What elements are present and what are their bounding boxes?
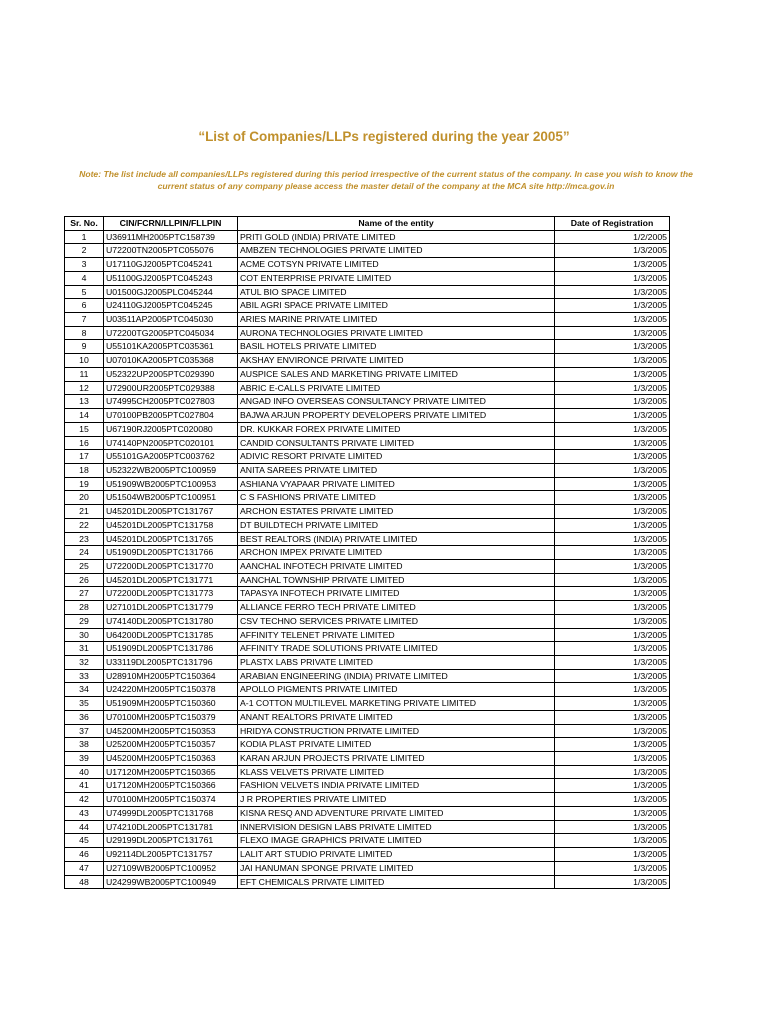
cell-registration-date: 1/3/2005	[555, 793, 670, 807]
cell-registration-date: 1/3/2005	[555, 834, 670, 848]
table-row	[65, 806, 670, 820]
cell-entity-name: ADIVIC RESORT PRIVATE LIMITED	[238, 450, 555, 464]
table-row	[65, 724, 670, 738]
cell-sr-no: 36	[65, 710, 104, 724]
cell-registration-date: 1/3/2005	[555, 738, 670, 752]
table-row	[65, 861, 670, 875]
cell-entity-name: BAJWA ARJUN PROPERTY DEVELOPERS PRIVATE LIMITED	[238, 409, 555, 423]
cell-cin: U36911MH2005PTC158739	[104, 230, 238, 244]
cell-cin: U55101GA2005PTC003762	[104, 450, 238, 464]
table-row	[65, 258, 670, 272]
table-row	[65, 656, 670, 670]
cell-entity-name: HRIDYA CONSTRUCTION PRIVATE LIMITED	[238, 724, 555, 738]
cell-registration-date: 1/3/2005	[555, 587, 670, 601]
table-row	[65, 271, 670, 285]
cell-sr-no: 35	[65, 697, 104, 711]
cell-sr-no: 31	[65, 642, 104, 656]
cell-entity-name: KODIA PLAST PRIVATE LIMITED	[238, 738, 555, 752]
table-row	[65, 463, 670, 477]
cell-registration-date: 1/3/2005	[555, 381, 670, 395]
cell-registration-date: 1/3/2005	[555, 395, 670, 409]
cell-registration-date: 1/3/2005	[555, 642, 670, 656]
cell-sr-no: 14	[65, 409, 104, 423]
cell-cin: U24110GJ2005PTC045245	[104, 299, 238, 313]
cell-sr-no: 16	[65, 436, 104, 450]
cell-cin: U24299WB2005PTC100949	[104, 875, 238, 889]
cell-registration-date: 1/3/2005	[555, 271, 670, 285]
cell-sr-no: 39	[65, 752, 104, 766]
cell-sr-no: 34	[65, 683, 104, 697]
cell-entity-name: BASIL HOTELS PRIVATE LIMITED	[238, 340, 555, 354]
cell-cin: U33119DL2005PTC131796	[104, 656, 238, 670]
cell-registration-date: 1/3/2005	[555, 559, 670, 573]
cell-sr-no: 47	[65, 861, 104, 875]
cell-entity-name: BEST REALTORS (INDIA) PRIVATE LIMITED	[238, 532, 555, 546]
header-sr-no: Sr. No.	[65, 217, 104, 231]
cell-sr-no: 23	[65, 532, 104, 546]
cell-sr-no: 40	[65, 765, 104, 779]
cell-entity-name: PRITI GOLD (INDIA) PRIVATE LIMITED	[238, 230, 555, 244]
cell-cin: U51909DL2005PTC131766	[104, 546, 238, 560]
cell-sr-no: 43	[65, 806, 104, 820]
cell-registration-date: 1/3/2005	[555, 450, 670, 464]
cell-cin: U17110GJ2005PTC045241	[104, 258, 238, 272]
cell-registration-date: 1/3/2005	[555, 614, 670, 628]
cell-registration-date: 1/3/2005	[555, 683, 670, 697]
cell-cin: U72200DL2005PTC131773	[104, 587, 238, 601]
cell-cin: U74210DL2005PTC131781	[104, 820, 238, 834]
cell-cin: U28910MH2005PTC150364	[104, 669, 238, 683]
cell-sr-no: 27	[65, 587, 104, 601]
cell-cin: U52322WB2005PTC100959	[104, 463, 238, 477]
cell-registration-date: 1/3/2005	[555, 573, 670, 587]
table-row	[65, 875, 670, 889]
header-cin: CIN/FCRN/LLPIN/FLLPIN	[104, 217, 238, 231]
cell-registration-date: 1/3/2005	[555, 724, 670, 738]
table-row	[65, 559, 670, 573]
cell-entity-name: ABIL AGRI SPACE PRIVATE LIMITED	[238, 299, 555, 313]
cell-registration-date: 1/3/2005	[555, 861, 670, 875]
cell-sr-no: 37	[65, 724, 104, 738]
table-row	[65, 614, 670, 628]
cell-cin: U52322UP2005PTC029390	[104, 367, 238, 381]
cell-entity-name: AANCHAL INFOTECH PRIVATE LIMITED	[238, 559, 555, 573]
table-row	[65, 354, 670, 368]
cell-entity-name: ARCHON IMPEX PRIVATE LIMITED	[238, 546, 555, 560]
table-row	[65, 409, 670, 423]
cell-cin: U51909MH2005PTC150360	[104, 697, 238, 711]
cell-registration-date: 1/3/2005	[555, 340, 670, 354]
cell-registration-date: 1/3/2005	[555, 422, 670, 436]
table-row	[65, 450, 670, 464]
cell-entity-name: ARABIAN ENGINEERING (INDIA) PRIVATE LIMITED	[238, 669, 555, 683]
cell-entity-name: ALLIANCE FERRO TECH PRIVATE LIMITED	[238, 601, 555, 615]
cell-sr-no: 44	[65, 820, 104, 834]
cell-cin: U92114DL2005PTC131757	[104, 848, 238, 862]
cell-registration-date: 1/3/2005	[555, 505, 670, 519]
table-row	[65, 491, 670, 505]
cell-entity-name: AURONA TECHNOLOGIES PRIVATE LIMITED	[238, 326, 555, 340]
cell-sr-no: 48	[65, 875, 104, 889]
cell-cin: U74140PN2005PTC020101	[104, 436, 238, 450]
cell-entity-name: CSV TECHNO SERVICES PRIVATE LIMITED	[238, 614, 555, 628]
cell-cin: U01500GJ2005PLC045244	[104, 285, 238, 299]
table-row	[65, 326, 670, 340]
table-row	[65, 628, 670, 642]
cell-cin: U25200MH2005PTC150357	[104, 738, 238, 752]
cell-sr-no: 5	[65, 285, 104, 299]
cell-entity-name: AFFINITY TELENET PRIVATE LIMITED	[238, 628, 555, 642]
table-row	[65, 683, 670, 697]
cell-cin: U45201DL2005PTC131767	[104, 505, 238, 519]
table-row	[65, 752, 670, 766]
cell-sr-no: 46	[65, 848, 104, 862]
table-header-row	[65, 217, 670, 231]
table-row	[65, 477, 670, 491]
cell-cin: U72200DL2005PTC131770	[104, 559, 238, 573]
cell-registration-date: 1/3/2005	[555, 710, 670, 724]
cell-cin: U27109WB2005PTC100952	[104, 861, 238, 875]
table-row	[65, 230, 670, 244]
table-row	[65, 340, 670, 354]
cell-cin: U74999DL2005PTC131768	[104, 806, 238, 820]
cell-sr-no: 17	[65, 450, 104, 464]
table-row	[65, 299, 670, 313]
cell-sr-no: 1	[65, 230, 104, 244]
table-row	[65, 546, 670, 560]
cell-sr-no: 15	[65, 422, 104, 436]
cell-entity-name: AKSHAY ENVIRONCE PRIVATE LIMITED	[238, 354, 555, 368]
cell-registration-date: 1/3/2005	[555, 285, 670, 299]
cell-cin: U45200MH2005PTC150353	[104, 724, 238, 738]
cell-entity-name: ANANT REALTORS PRIVATE LIMITED	[238, 710, 555, 724]
table-row	[65, 532, 670, 546]
table-row	[65, 820, 670, 834]
cell-sr-no: 20	[65, 491, 104, 505]
cell-registration-date: 1/3/2005	[555, 848, 670, 862]
table-row	[65, 285, 670, 299]
cell-cin: U74995CH2005PTC027803	[104, 395, 238, 409]
table-row	[65, 436, 670, 450]
table-row	[65, 381, 670, 395]
table-row	[65, 848, 670, 862]
table-row	[65, 697, 670, 711]
cell-cin: U51504WB2005PTC100951	[104, 491, 238, 505]
cell-sr-no: 18	[65, 463, 104, 477]
cell-cin: U51909DL2005PTC131786	[104, 642, 238, 656]
cell-sr-no: 21	[65, 505, 104, 519]
cell-sr-no: 8	[65, 326, 104, 340]
cell-entity-name: J R PROPERTIES PRIVATE LIMITED	[238, 793, 555, 807]
cell-entity-name: APOLLO PIGMENTS PRIVATE LIMITED	[238, 683, 555, 697]
cell-registration-date: 1/3/2005	[555, 669, 670, 683]
cell-registration-date: 1/3/2005	[555, 436, 670, 450]
cell-sr-no: 30	[65, 628, 104, 642]
cell-sr-no: 4	[65, 271, 104, 285]
cell-registration-date: 1/3/2005	[555, 518, 670, 532]
cell-registration-date: 1/3/2005	[555, 806, 670, 820]
cell-sr-no: 2	[65, 244, 104, 258]
cell-sr-no: 10	[65, 354, 104, 368]
cell-registration-date: 1/3/2005	[555, 656, 670, 670]
cell-sr-no: 29	[65, 614, 104, 628]
table-row	[65, 573, 670, 587]
cell-registration-date: 1/3/2005	[555, 367, 670, 381]
cell-entity-name: ASHIANA VYAPAAR PRIVATE LIMITED	[238, 477, 555, 491]
cell-registration-date: 1/3/2005	[555, 820, 670, 834]
cell-entity-name: AMBZEN TECHNOLOGIES PRIVATE LIMITED	[238, 244, 555, 258]
cell-registration-date: 1/3/2005	[555, 313, 670, 327]
table-row	[65, 367, 670, 381]
cell-sr-no: 38	[65, 738, 104, 752]
cell-registration-date: 1/3/2005	[555, 532, 670, 546]
cell-sr-no: 42	[65, 793, 104, 807]
cell-registration-date: 1/3/2005	[555, 765, 670, 779]
cell-cin: U29199DL2005PTC131761	[104, 834, 238, 848]
cell-entity-name: ANITA SAREES PRIVATE LIMITED	[238, 463, 555, 477]
cell-entity-name: FASHION VELVETS INDIA PRIVATE LIMITED	[238, 779, 555, 793]
table-row	[65, 587, 670, 601]
cell-sr-no: 7	[65, 313, 104, 327]
cell-cin: U07010KA2005PTC035368	[104, 354, 238, 368]
cell-cin: U51100GJ2005PTC045243	[104, 271, 238, 285]
cell-sr-no: 33	[65, 669, 104, 683]
cell-entity-name: AANCHAL TOWNSHIP PRIVATE LIMITED	[238, 573, 555, 587]
cell-cin: U45201DL2005PTC131771	[104, 573, 238, 587]
cell-cin: U17120MH2005PTC150365	[104, 765, 238, 779]
page-title: “List of Companies/LLPs registered during the year 2005”	[198, 129, 570, 144]
cell-cin: U27101DL2005PTC131779	[104, 601, 238, 615]
cell-sr-no: 45	[65, 834, 104, 848]
cell-cin: U72200TG2005PTC045034	[104, 326, 238, 340]
cell-entity-name: ARCHON ESTATES PRIVATE LIMITED	[238, 505, 555, 519]
cell-cin: U72900UR2005PTC029388	[104, 381, 238, 395]
cell-registration-date: 1/3/2005	[555, 628, 670, 642]
cell-registration-date: 1/3/2005	[555, 546, 670, 560]
cell-sr-no: 32	[65, 656, 104, 670]
cell-sr-no: 22	[65, 518, 104, 532]
cell-entity-name: ARIES MARINE PRIVATE LIMITED	[238, 313, 555, 327]
cell-entity-name: DR. KUKKAR FOREX PRIVATE LIMITED	[238, 422, 555, 436]
cell-registration-date: 1/3/2005	[555, 697, 670, 711]
cell-registration-date: 1/3/2005	[555, 354, 670, 368]
cell-registration-date: 1/2/2005	[555, 230, 670, 244]
cell-sr-no: 24	[65, 546, 104, 560]
table-row	[65, 313, 670, 327]
cell-sr-no: 26	[65, 573, 104, 587]
table-row	[65, 765, 670, 779]
cell-cin: U70100MH2005PTC150374	[104, 793, 238, 807]
cell-entity-name: C S FASHIONS PRIVATE LIMITED	[238, 491, 555, 505]
cell-entity-name: FLEXO IMAGE GRAPHICS PRIVATE LIMITED	[238, 834, 555, 848]
cell-cin: U70100PB2005PTC027804	[104, 409, 238, 423]
cell-registration-date: 1/3/2005	[555, 875, 670, 889]
cell-entity-name: ATUL BIO SPACE LIMITED	[238, 285, 555, 299]
cell-registration-date: 1/3/2005	[555, 779, 670, 793]
cell-entity-name: KLASS VELVETS PRIVATE LIMITED	[238, 765, 555, 779]
cell-sr-no: 9	[65, 340, 104, 354]
cell-entity-name: AUSPICE SALES AND MARKETING PRIVATE LIMITED	[238, 367, 555, 381]
cell-cin: U67190RJ2005PTC020080	[104, 422, 238, 436]
cell-entity-name: ACME COTSYN PRIVATE LIMITED	[238, 258, 555, 272]
cell-cin: U74140DL2005PTC131780	[104, 614, 238, 628]
table-row	[65, 244, 670, 258]
cell-sr-no: 25	[65, 559, 104, 573]
cell-entity-name: EFT CHEMICALS PRIVATE LIMITED	[238, 875, 555, 889]
table-row	[65, 601, 670, 615]
cell-cin: U03511AP2005PTC045030	[104, 313, 238, 327]
note-text: Note: The list include all companies/LLPs registered during this period irrespective of the current status of the company. In case you wish to know the current status of any company please access the master detail of the company at the MCA site http://mca.gov.in	[79, 169, 693, 191]
cell-entity-name: PLASTX LABS PRIVATE LIMITED	[238, 656, 555, 670]
cell-registration-date: 1/3/2005	[555, 601, 670, 615]
cell-sr-no: 6	[65, 299, 104, 313]
table-row	[65, 422, 670, 436]
cell-sr-no: 12	[65, 381, 104, 395]
cell-entity-name: JAI HANUMAN SPONGE PRIVATE LIMITED	[238, 861, 555, 875]
cell-registration-date: 1/3/2005	[555, 299, 670, 313]
cell-cin: U70100MH2005PTC150379	[104, 710, 238, 724]
cell-entity-name: A-1 COTTON MULTILEVEL MARKETING PRIVATE LIMITED	[238, 697, 555, 711]
cell-cin: U45200MH2005PTC150363	[104, 752, 238, 766]
cell-registration-date: 1/3/2005	[555, 326, 670, 340]
cell-cin: U45201DL2005PTC131765	[104, 532, 238, 546]
table-row	[65, 710, 670, 724]
cell-registration-date: 1/3/2005	[555, 409, 670, 423]
cell-registration-date: 1/3/2005	[555, 752, 670, 766]
cell-sr-no: 28	[65, 601, 104, 615]
table-row	[65, 642, 670, 656]
header-entity-name: Name of the entity	[238, 217, 555, 231]
cell-registration-date: 1/3/2005	[555, 244, 670, 258]
header-registration-date: Date of Registration	[555, 217, 670, 231]
cell-cin: U45201DL2005PTC131758	[104, 518, 238, 532]
table-row	[65, 395, 670, 409]
cell-sr-no: 41	[65, 779, 104, 793]
company-table	[64, 216, 670, 889]
cell-cin: U72200TN2005PTC055076	[104, 244, 238, 258]
cell-sr-no: 3	[65, 258, 104, 272]
table-row	[65, 505, 670, 519]
cell-sr-no: 11	[65, 367, 104, 381]
cell-entity-name: LALIT ART STUDIO PRIVATE LIMITED	[238, 848, 555, 862]
cell-entity-name: ABRIC E-CALLS PRIVATE LIMITED	[238, 381, 555, 395]
cell-cin: U55101KA2005PTC035361	[104, 340, 238, 354]
cell-sr-no: 13	[65, 395, 104, 409]
cell-entity-name: DT BUILDTECH PRIVATE LIMITED	[238, 518, 555, 532]
cell-entity-name: KARAN ARJUN PROJECTS PRIVATE LIMITED	[238, 752, 555, 766]
cell-cin: U51909WB2005PTC100953	[104, 477, 238, 491]
table-row	[65, 834, 670, 848]
cell-cin: U24220MH2005PTC150378	[104, 683, 238, 697]
cell-cin: U17120MH2005PTC150366	[104, 779, 238, 793]
cell-entity-name: AFFINITY TRADE SOLUTIONS PRIVATE LIMITED	[238, 642, 555, 656]
cell-cin: U64200DL2005PTC131785	[104, 628, 238, 642]
table-row	[65, 669, 670, 683]
table-row	[65, 793, 670, 807]
cell-registration-date: 1/3/2005	[555, 258, 670, 272]
table-row	[65, 738, 670, 752]
cell-entity-name: COT ENTERPRISE PRIVATE LIMITED	[238, 271, 555, 285]
cell-entity-name: INNERVISION DESIGN LABS PRIVATE LIMITED	[238, 820, 555, 834]
cell-entity-name: TAPASYA INFOTECH PRIVATE LIMITED	[238, 587, 555, 601]
cell-sr-no: 19	[65, 477, 104, 491]
cell-entity-name: CANDID CONSULTANTS PRIVATE LIMITED	[238, 436, 555, 450]
cell-entity-name: KISNA RESQ AND ADVENTURE PRIVATE LIMITED	[238, 806, 555, 820]
table-row	[65, 518, 670, 532]
cell-registration-date: 1/3/2005	[555, 477, 670, 491]
cell-registration-date: 1/3/2005	[555, 491, 670, 505]
cell-entity-name: ANGAD INFO OVERSEAS CONSULTANCY PRIVATE LIMITED	[238, 395, 555, 409]
cell-registration-date: 1/3/2005	[555, 463, 670, 477]
table-row	[65, 779, 670, 793]
